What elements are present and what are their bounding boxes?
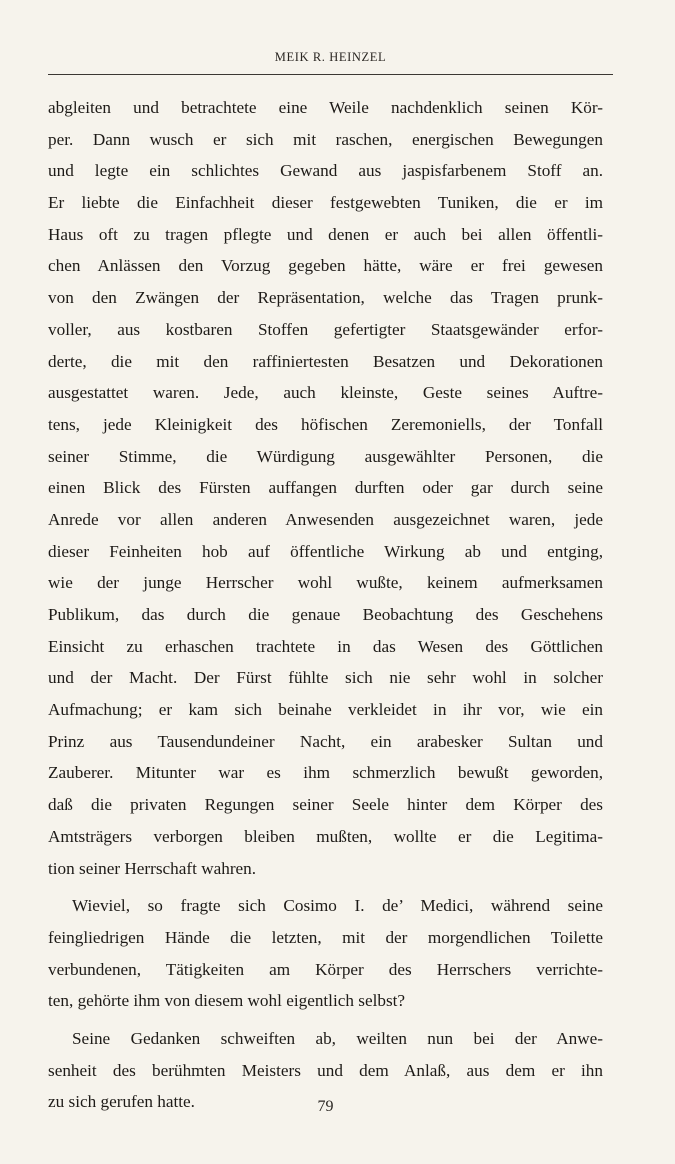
text-line: Zauberer. Mitunter war es ihm schmerzlich bewußt geworden, [48, 763, 603, 783]
text-line: per. Dann wusch er sich mit raschen, energischen Bewegungen [48, 129, 603, 149]
text-line: chen Anlässen den Vorzug gegeben hätte, wäre er frei gewesen [48, 256, 603, 276]
text-line: verbundenen, Tätigkeiten am Körper des Herrschers verrichte- [48, 959, 603, 979]
text-line: Er liebte die Einfachheit dieser festgewebten Tuniken, die er im [48, 193, 603, 213]
text-line: zu sich gerufen hatte. [48, 1092, 195, 1112]
text-line: und legte ein schlichtes Gewand aus jaspisfarbenem Stoff an. [48, 161, 603, 181]
text-line: tion seiner Herrschaft wahren. [48, 858, 257, 878]
body-text [48, 92, 603, 1118]
text-line: Prinz aus Tausendundeiner Nacht, ein arabesker Sultan und [48, 731, 603, 751]
header-rule [48, 74, 613, 75]
text-line: daß die privaten Regungen seiner Seele hinter dem Körper des [48, 795, 603, 815]
text-line: seiner Stimme, die Würdigung ausgewählter Personen, die [48, 446, 603, 466]
text-line: Seine Gedanken schweiften ab, weilten nun bei der Anwe- [72, 1028, 603, 1048]
running-head: MEIK R. HEINZEL [274, 50, 387, 64]
text-line: von den Zwängen der Repräsentation, welche das Tragen prunk- [48, 288, 603, 308]
text-line: feingliedrigen Hände die letzten, mit der morgendlichen Toilette [48, 927, 603, 947]
text-line: einen Blick des Fürsten auffangen durften oder gar durch seine [48, 478, 603, 498]
text-line: tens, jede Kleinigkeit des höfischen Zeremoniells, der Tonfall [48, 414, 603, 434]
text-line: Haus oft zu tragen pflegte und denen er auch bei allen öffentli- [48, 224, 603, 244]
text-line: derte, die mit den raffiniertesten Besatzen und Dekorationen [48, 351, 603, 371]
page-number: 79 [317, 1098, 334, 1115]
text-line: abgleiten und betrachtete eine Weile nachdenklich seinen Kör- [48, 98, 603, 117]
text-line: Einsicht zu erhaschen trachtete in das Wesen des Göttlichen [48, 636, 603, 656]
paragraph-1 [48, 92, 603, 884]
text-line: Aufmachung; er kam sich beinahe verkleidet in ihr vor, wie ein [48, 700, 603, 720]
text-line: wie der junge Herrscher wohl wußte, keinem aufmerksamen [48, 573, 603, 593]
text-line: ten, gehörte ihm von diesem wohl eigentlich selbst? [48, 991, 406, 1011]
text-line: voller, aus kostbaren Stoffen gefertigter Staatsgewänder erfor- [48, 319, 603, 339]
text-line: Amtsträgers verborgen bleiben mußten, wollte er die Legitima- [48, 826, 603, 846]
text-line: ausgestattet waren. Jede, auch kleinste, Geste seines Auftre- [48, 383, 603, 403]
text-line: und der Macht. Der Fürst fühlte sich nie sehr wohl in solcher [48, 668, 603, 688]
text-line: Anrede vor allen anderen Anwesenden ausgezeichnet waren, jede [48, 509, 603, 529]
text-line: dieser Feinheiten hob auf öffentliche Wirkung ab und entging, [48, 541, 603, 561]
text-line: senheit des berühmten Meisters und dem Anlaß, aus dem er ihn [48, 1060, 603, 1080]
paragraph-2 [48, 890, 603, 1017]
text-line: Publikum, das durch die genaue Beobachtung des Geschehens [48, 605, 603, 624]
text-line: Wieviel, so fragte sich Cosimo I. de’ Medici, während seine [72, 896, 603, 916]
